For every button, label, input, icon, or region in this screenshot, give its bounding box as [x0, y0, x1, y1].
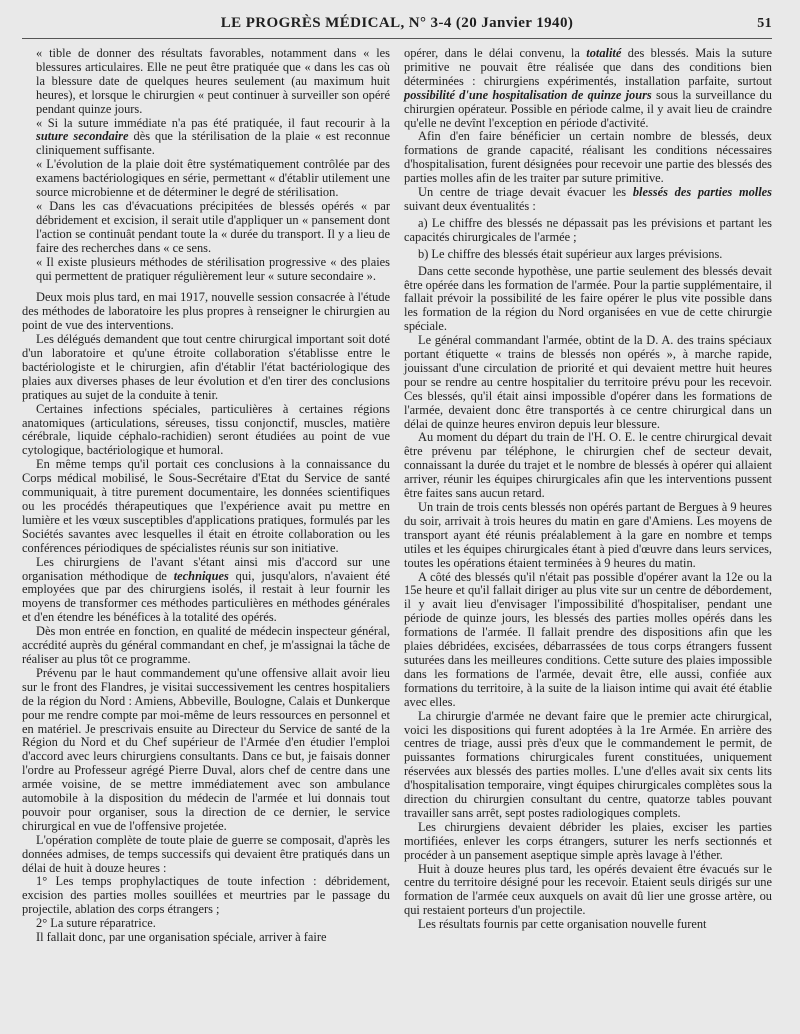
- paragraph: Dans cette seconde hypothèse, une partie seulement des blessés devait être opérée dans les formation de l'armée. Pour la partie supplémentaire, il fallait prévoir la possibilité de les faire opérer le plus vite possible dans les formation de la région du Nord organisées en vue de cette chirurgie spéciale.: [404, 263, 772, 334]
- paragraph: Dès mon entrée en fonction, en qualité de médecin inspecteur général, accrédité auprès du général commandant en chef, je m'assignai la tâche de réaliser au plus tôt ce programme.: [22, 624, 390, 666]
- paragraph: 2° La suture réparatrice.: [36, 916, 156, 931]
- text-run: opérer, dans le délai convenu, la: [404, 46, 580, 60]
- paragraph: Les résultats fournis par cette organisation nouvelle furent: [418, 917, 707, 932]
- text-run: qui, jusqu'alors, n'avaient été employées que par des chirurgiens isolés, il restait à leur fournir les moyens de transformer ces méthodes particulières en méthodes générales et d'en étendre les bénéfices à la totalité des opérés.: [22, 568, 390, 625]
- text-run: Les chirurgiens de l'avant s'étant ainsi mis d'accord sur une organisation méthodique de: [22, 554, 390, 583]
- paragraph: L'opération complète de toute plaie de guerre se composait, d'après les données admises, de temps successifs qui devaient être pratiqués dans un délai de huit à douze heures :: [22, 832, 390, 875]
- text-run: dès que la stérilisation de la plaie « est reconnue cliniquement suffisante.: [36, 129, 390, 158]
- paragraph: Au moment du départ du train de l'H. O. E. le centre chirurgical devait être prévenu par téléphone, le chirurgien chef de secteur devait, connaissant la durée du trajet et le nombre de blessés à opérer qui allaient arriver, réunir les équipes chirurgicales afin que les interventions pussent être faites sans aucun retard.: [404, 430, 772, 501]
- emphasis: possibilité d'une hospitalisation de quinze jours: [404, 87, 652, 102]
- paragraph: Deux mois plus tard, en mai 1917, nouvelle session consacrée à l'étude des méthodes de laboratoire les plus propres à renseigner le chirurgien au point de vue des interventions.: [22, 290, 390, 333]
- list-item: b) Le chiffre des blessés était supérieur aux larges prévisions.: [418, 246, 723, 261]
- paragraph: [404, 47, 772, 130]
- emphasis: blessés des parties molles: [632, 185, 773, 200]
- paragraph: A côté des blessés qu'il n'était pas possible d'opérer avant la 12e ou la 15e heure et qu'il fallait diriger au plus vite sur un centre de débordement, il y avait lieu d'envisager l'impossibilité d'hospitaliser, pendant une période de quinze jours, les blessés des parties molles opérés dans les formations de l'armée. Il fallait prendre des dispositions afin que les plaies débridées, excisées, débarrassées de tous corps étrangers fussent suturées dans les meilleures conditions. Cette suture des plaies impossible dans les formations de l'armée, devait être, elle aussi, confiée aux formations du territoire, à la suite de la liaison intime qui avait été établie avec elles.: [404, 569, 772, 709]
- paragraph: [22, 556, 390, 626]
- text-run: sous la surveillance du chirurgien opérateur. Possible en période calme, il y avait lieu de craindre qu'elle ne devînt l'exception en période d'activité.: [404, 87, 772, 130]
- paragraph: Prévenu par le haut commandement qu'une offensive allait avoir lieu sur le front des Flandres, je visitai successivement les centres hospitaliers de la région du Nord : Amiens, Abbeville, Boulogne, Calais et Dunkerque pour me rendre compte par moi-même de leurs ressources en personnel et en matériel. Je prescrivais ensuite au Directeur du Service de santé de la Région du Nord et du Chef supérieur de l'Armée d'en étudier l'emploi d'accord avec leurs chirurgiens consultants. Dans ce but, je faisais donner l'ordre au Professeur agrégé Pierre Duval, alors chef de centre dans une armée voisine, de se mettre immédiatement avec son ambulance automobile à la disposition du médecin de l'armée et lui donnais tout pouvoir pour organiser, sous la direction de ce dernier, le service chirurgical en vue de l'offensive projetée.: [22, 665, 390, 833]
- paragraph: « Dans les cas d'évacuations précipitées de blessés opérés « par débridement et excision, il serait utile d'appliquer un « pansement dont l'action se continuât pendant toute la « durée du transport. Il y a lieu de faire des recherches dans « ce sens.: [36, 198, 390, 255]
- paragraph: La chirurgie d'armée ne devant faire que le premier acte chirurgical, voici les dispositions qui furent adoptées à la 1re Armée. En arrière des centres de triage, aussi près d'eux que le commandement le permit, de puissantes formations chirurgicales furent constituées, uniquement réservées aux blessés des parties molles. L'une d'elles avait six cents lits d'hospitalisation temporaire, vingt équipes chirurgicales complètes sous la direction du chirurgien consultant du centre, quatorze tables pouvant travailler sans arrêt, sept postes radiologiques complets.: [404, 708, 772, 820]
- text-run: Un centre de triage devait évacuer les: [418, 185, 627, 200]
- left-column: [22, 47, 390, 945]
- paragraph: « L'évolution de la plaie doit être systématiquement contrôlée par des examens bactériologiques en série, permettant « d'établir utilement une source microbienne et de déterminer le degré de stérilisation.: [36, 157, 390, 200]
- emphasis: techniques: [173, 568, 229, 583]
- text-run: « Si la suture immédiate n'a pas été pratiquée, il faut recourir à la: [36, 115, 390, 130]
- paragraph: Les chirurgiens devaient débrider les plaies, exciser les parties mortifiées, enlever les corps étrangers, suturer les nerfs sectionnés et procéder à un pansement aseptique simple après lavage à l'éther.: [404, 819, 772, 862]
- paragraph: 1° Les temps prophylactiques de toute infection : débridement, excision des parties molles souillées et meurtries par le passage du projectile, ablation des corps étrangers ;: [22, 874, 390, 917]
- list-item: a) Le chiffre des blessés ne dépassait pas les prévisions et partant les capacités chirurgicales de l'armée ;: [404, 215, 772, 244]
- paragraph: Le général commandant l'armée, obtint de la D. A. des trains spéciaux portant étiquette « trains de blessés non opérés », à marche rapide, jouissant d'une circulation de priorité et qui devaient mettre huit heures pour se rendre au centre hospitalier du territoire prévu pour les recevoir. Ces blessés, qu'il était ainsi impossible d'opérer dans les formations de l'armée, devaient donc être transportés à ce centre chirurgical dans un délai de quinze heures environ depuis leur blessure.: [404, 333, 772, 431]
- two-column-body: [22, 47, 772, 945]
- emphasis: totalité: [586, 46, 622, 60]
- paragraph: Afin d'en faire bénéficier un certain nombre de blessés, deux formations de grande capacité, réalisant les conditions nécessaires d'hospitalisation, furent désignées pour recevoir une partie des blessés des parties molles afin de les traiter par suture primitive.: [404, 129, 772, 186]
- paragraph: Les délégués demandent que tout centre chirurgical important soit doté d'un laboratoire et qu'une étroite collaboration s'établisse entre le bactériologiste et le chirurgien, afin d'établir l'état bactériologique des plaies aux diverses phases de leur évolution et d'en tirer des conclusions pratiques au sujet de la conduite à tenir.: [22, 332, 390, 402]
- paragraph: Certaines infections spéciales, particulières à certaines régions anatomiques (articulations, séreuses, tissu conjonctif, muscles, matière cérébrale, liquide céphalo-rachidien) seront étudiées au point de vue cytologique, bactériologique et humoral.: [22, 401, 390, 458]
- paragraph: « Il existe plusieurs méthodes de stérilisation progressive « des plaies qui permettent de pratiquer régulièrement leur « suture secondaire ».: [36, 254, 390, 283]
- text-run: suivant deux éventualités :: [404, 198, 536, 213]
- paragraph: [404, 186, 772, 214]
- quoted-conclusions: [22, 47, 390, 283]
- text-run: des blessés. Mais la suture primitive ne pouvait être réalisée que dans des conditions bien déterminées : chirurgiens expérimentés, installation parfaite, surtout: [404, 46, 772, 88]
- paragraph: Un train de trois cents blessés non opérés partant de Bergues à 9 heures du soir, arrivait à trois heures du matin en gare d'Amiens. Les moyens de transport ayant été réunis préalablement à la gare en nombre et temps utiles et les équipes chirurgicales étant à pied d'œuvre dans leurs services, toutes les opérations étaient terminées à 9 heures du matin.: [404, 500, 772, 570]
- journal-title: LE PROGRÈS MÉDICAL, N° 3-4 (20 Janvier 1940): [220, 15, 574, 31]
- right-column: [404, 47, 772, 945]
- emphasis: suture secondaire: [36, 129, 129, 144]
- paragraph: « tible de donner des résultats favorables, notamment dans « les blessures articulaires. Elle ne peut être pratiquée que « dans les cas où la blessure date de quelques heures seulement (au maximum huit heures), et lorsque le chirurgien « peut continuer à surveiller son opéré pendant quinze jours.: [36, 46, 390, 116]
- paragraph: Huit à douze heures plus tard, les opérés devaient être évacués sur le centre du territoire désigné pour les recevoir. Etaient seuls dirigés sur une formation de l'armée ceux auxquels on avait dû lier une grosse artère, ou qui restaient porteurs d'un projectile.: [404, 861, 772, 918]
- running-header: [22, 14, 772, 39]
- paragraph: Il fallait donc, par une organisation spéciale, arriver à faire: [36, 930, 327, 945]
- paragraph: En même temps qu'il portait ces conclusions à la connaissance du Corps médical mobilisé, le Sous-Secrétaire d'Etat du Service de santé communiquait, à titre purement documentaire, les données scientifiques ou les procédés thérapeutiques que l'expérience avait pu mettre en lumière et les vœux susceptibles d'applications pratiques, formulés par les Sociétés savantes avec lesquelles il était en étroite collaboration ou les conférences périodiques de spécialistes réunis sur son initiative.: [22, 457, 390, 555]
- page-number: 51: [757, 16, 772, 31]
- paragraph: [22, 117, 390, 159]
